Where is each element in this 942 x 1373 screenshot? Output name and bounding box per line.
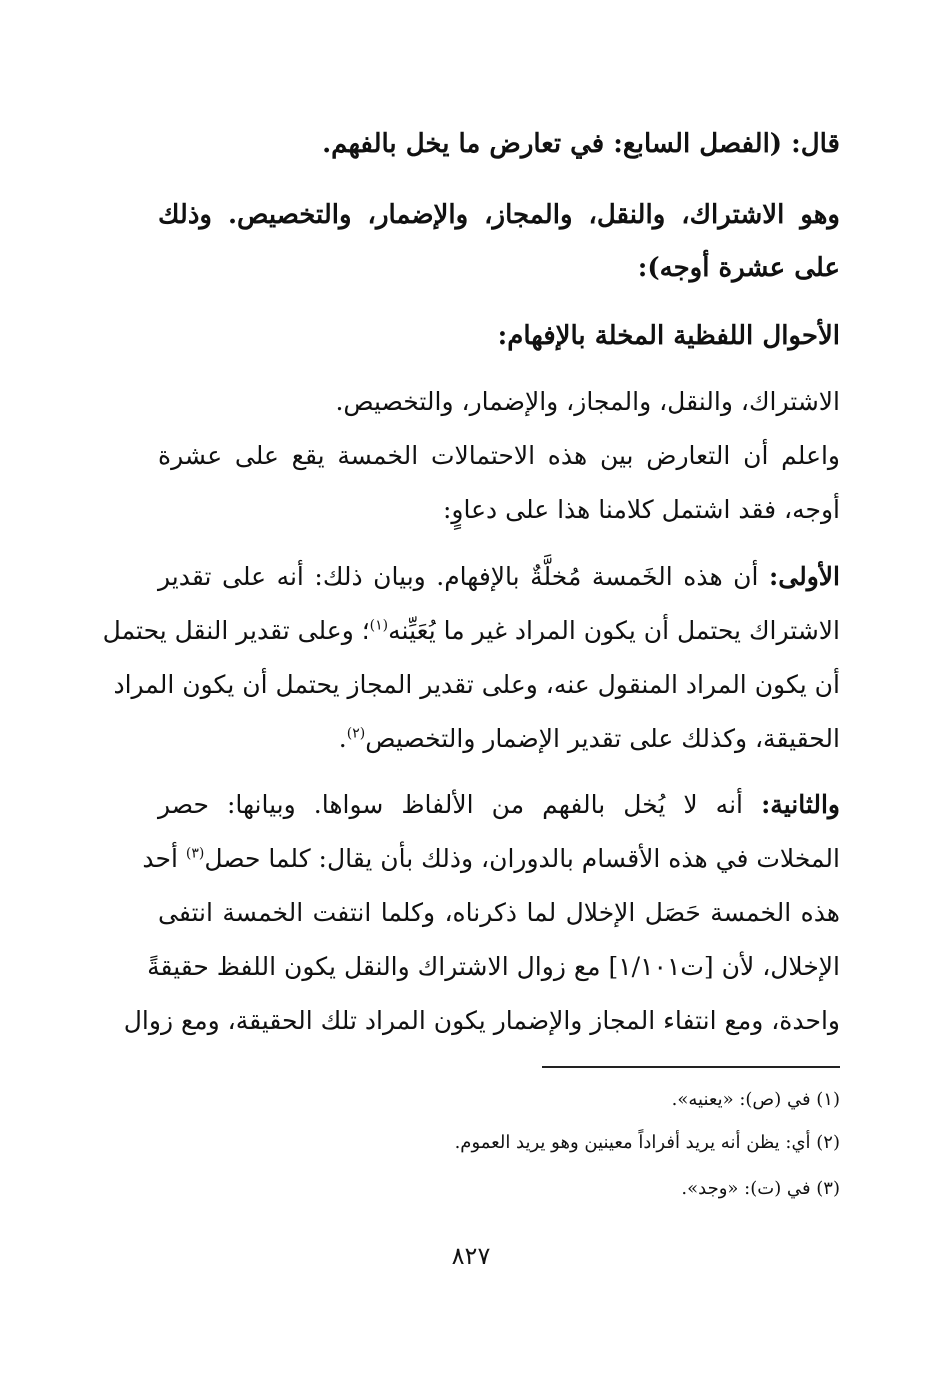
text-line: الحقيقة، وكذلك على تقدير الإضمار والتخصيص$^{(٢)}$.: [338, 724, 840, 753]
item-label: الأولى:: [769, 562, 840, 591]
text-line: أن يكون المراد المنقول عنه، وعلى تقدير المجاز يحتمل أن يكون المراد: [113, 670, 840, 699]
page-number: ٨٢٧: [451, 1242, 491, 1270]
chapter-heading: قال: (الفصل السابع: في تعارض ما يخل بالفهم.: [322, 129, 840, 159]
text-line: المخلات في هذه الأقسام بالدوران، وذلك بأن يقال: كلما حصل$^{(٣)}$ أحد: [142, 844, 840, 873]
text-line: هذه الخمسة حَصَل الإخلال لما ذكرناه، وكلما انتفت الخمسة انتفى: [158, 898, 840, 927]
footnote: (١) في (ص): «يعنيه».: [671, 1089, 840, 1110]
heading-line: وهو الاشتراك، والنقل، والمجاز، والإضمار، والتخصيص. وذلك: [158, 200, 840, 230]
text-line: الإخلال، لأن [ت١/١٠١] مع زوال الاشتراك والنقل يكون اللفظ حقيقةً: [147, 952, 840, 981]
heading-line: على عشرة أوجه):: [637, 253, 840, 283]
footnote: (٢) أي: يظن أنه يريد أفراداً معينين وهو يريد العموم.: [454, 1132, 840, 1153]
text-line: أوجه، فقد اشتمل كلامنا هذا على دعاوٍ:: [443, 495, 840, 524]
text-line: الاشتراك يحتمل أن يكون المراد غير ما يُعَيِّنه$^{(١)}$؛ وعلى تقدير النقل يحتمل: [102, 616, 840, 645]
text-line: الاشتراك، والنقل، والمجاز، والإضمار، والتخصيص.: [335, 387, 840, 416]
footnote-ref[interactable]: (١): [369, 617, 389, 634]
footnote-divider: [542, 1066, 840, 1068]
footnote: (٣) في (ت): «وجد».: [681, 1178, 840, 1199]
item-label: والثانية:: [761, 790, 840, 819]
text-line: الأولى: أن هذه الخَمسة مُخلَّةٌ بالإفهام. وبيان ذلك: أنه على تقدير: [158, 562, 840, 591]
text-line: والثانية: أنه لا يُخل بالفهم من الألفاظ سواها. وبيانها: حصر: [158, 790, 840, 819]
footnote-ref[interactable]: (٢): [346, 725, 366, 742]
footnote-ref[interactable]: (٣): [185, 845, 205, 862]
text-line: واعلم أن التعارض بين هذه الاحتمالات الخمسة يقع على عشرة: [158, 441, 840, 470]
text-line: واحدة، ومع انتفاء المجاز والإضمار يكون المراد تلك الحقيقة، ومع زوال: [123, 1006, 840, 1035]
section-title: الأحوال اللفظية المخلة بالإفهام:: [497, 321, 840, 351]
